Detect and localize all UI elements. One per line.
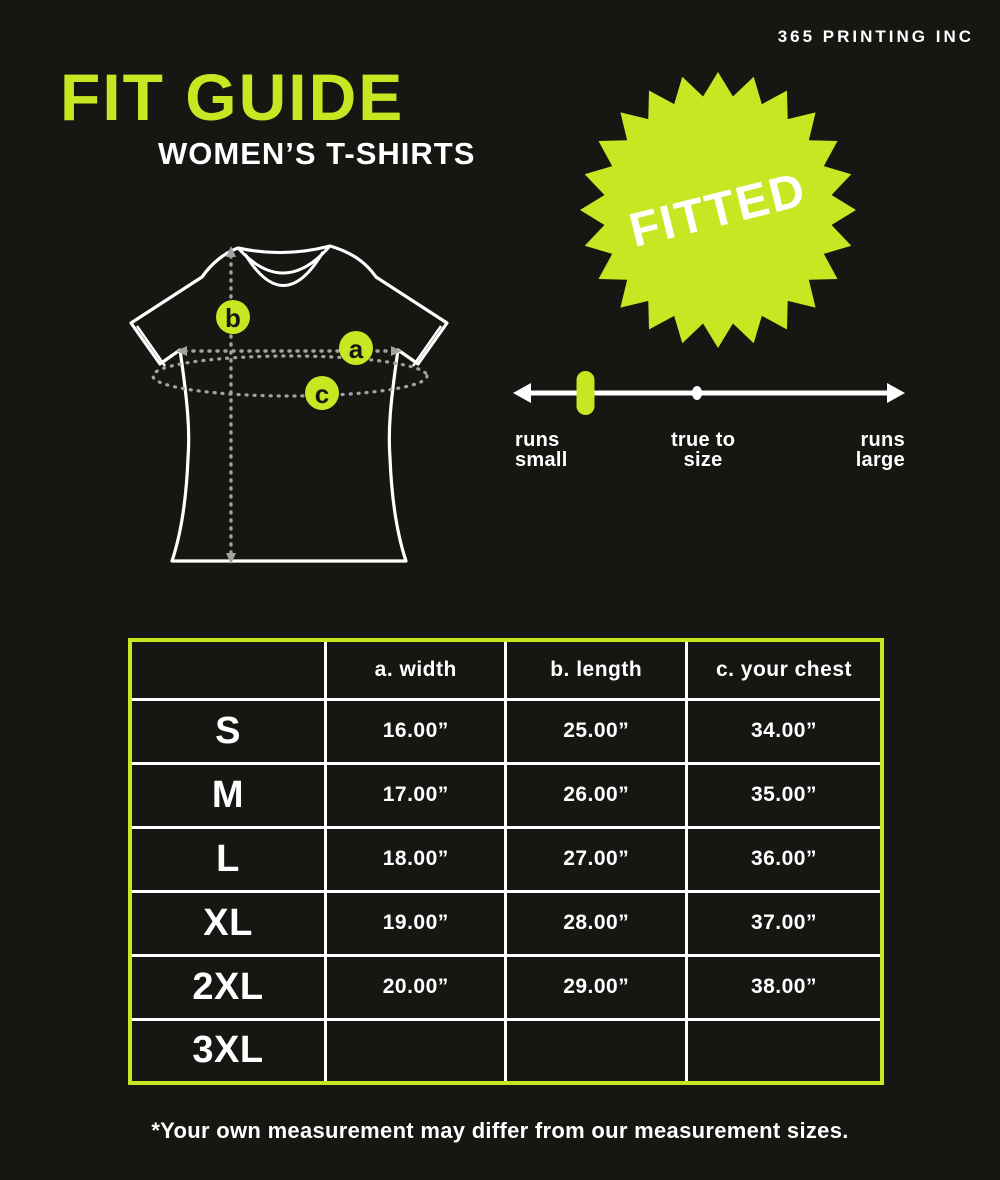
scale-label-line: large [855, 449, 905, 471]
marker-c-label: c [314, 379, 330, 409]
col-header-length: b. length [506, 640, 686, 699]
scale-label-runs-small [515, 430, 568, 470]
length-value [506, 1019, 686, 1083]
chest-value: 35.00” [686, 763, 882, 827]
col-header-width: a. width [326, 640, 506, 699]
scale-label-line: runs [515, 429, 560, 451]
arrow-left-icon [513, 383, 531, 403]
scale-label-line: true to [670, 429, 736, 451]
tshirt-diagram [100, 220, 480, 600]
scale-label-line: runs [860, 429, 905, 451]
chest-value: 34.00” [686, 699, 882, 763]
right-sleeve-hem [413, 326, 441, 366]
width-value: 19.00” [326, 891, 506, 955]
scale-label-line: size [683, 449, 723, 471]
collar-band-bottom [245, 252, 323, 286]
chest-value: 37.00” [686, 891, 882, 955]
marker-b-label: b [225, 303, 241, 333]
fit-scale-axis [513, 368, 905, 418]
width-value: 16.00” [326, 699, 506, 763]
page-subtitle: WOMEN’S T-SHIRTS [158, 136, 476, 171]
left-sleeve-hem [137, 326, 165, 366]
fit-badge [580, 72, 856, 348]
tshirt-outline [131, 246, 447, 561]
fit-marker [577, 371, 595, 415]
size-label: XL [130, 891, 326, 955]
size-label: 3XL [130, 1019, 326, 1083]
length-value: 27.00” [506, 827, 686, 891]
length-value: 29.00” [506, 955, 686, 1019]
length-value: 28.00” [506, 891, 686, 955]
chest-value: 38.00” [686, 955, 882, 1019]
marker-a-label: a [348, 334, 364, 364]
table-row [130, 891, 882, 955]
scale-label-line: small [515, 449, 568, 471]
length-value: 26.00” [506, 763, 686, 827]
table-row [130, 763, 882, 827]
measurement-disclaimer: *Your own measurement may differ from our measurement sizes. [151, 1118, 849, 1143]
size-label: L [130, 827, 326, 891]
fit-badge-label: FITTED [624, 162, 812, 258]
true-to-size-tick [692, 386, 702, 400]
size-table [128, 638, 884, 1085]
length-value: 25.00” [506, 699, 686, 763]
scale-label-runs-large [856, 430, 905, 470]
scale-label-true-to-size [671, 430, 735, 470]
brand-name: 365 PRINTING INC [777, 27, 974, 46]
page-title: FIT GUIDE [60, 60, 405, 134]
table-header-row [130, 640, 882, 699]
table-row [130, 1019, 882, 1083]
size-label: S [130, 699, 326, 763]
size-label: 2XL [130, 955, 326, 1019]
col-header-chest: c. your chest [686, 640, 882, 699]
chest-measure-ellipse [153, 356, 427, 396]
chest-value: 36.00” [686, 827, 882, 891]
corner-cell [130, 640, 326, 699]
size-label: M [130, 763, 326, 827]
table-row [130, 699, 882, 763]
width-value: 20.00” [326, 955, 506, 1019]
chest-value [686, 1019, 882, 1083]
arrow-right-icon [887, 383, 905, 403]
table-row [130, 955, 882, 1019]
table-row [130, 827, 882, 891]
width-value [326, 1019, 506, 1083]
width-value: 18.00” [326, 827, 506, 891]
fit-scale [513, 368, 905, 478]
width-value: 17.00” [326, 763, 506, 827]
